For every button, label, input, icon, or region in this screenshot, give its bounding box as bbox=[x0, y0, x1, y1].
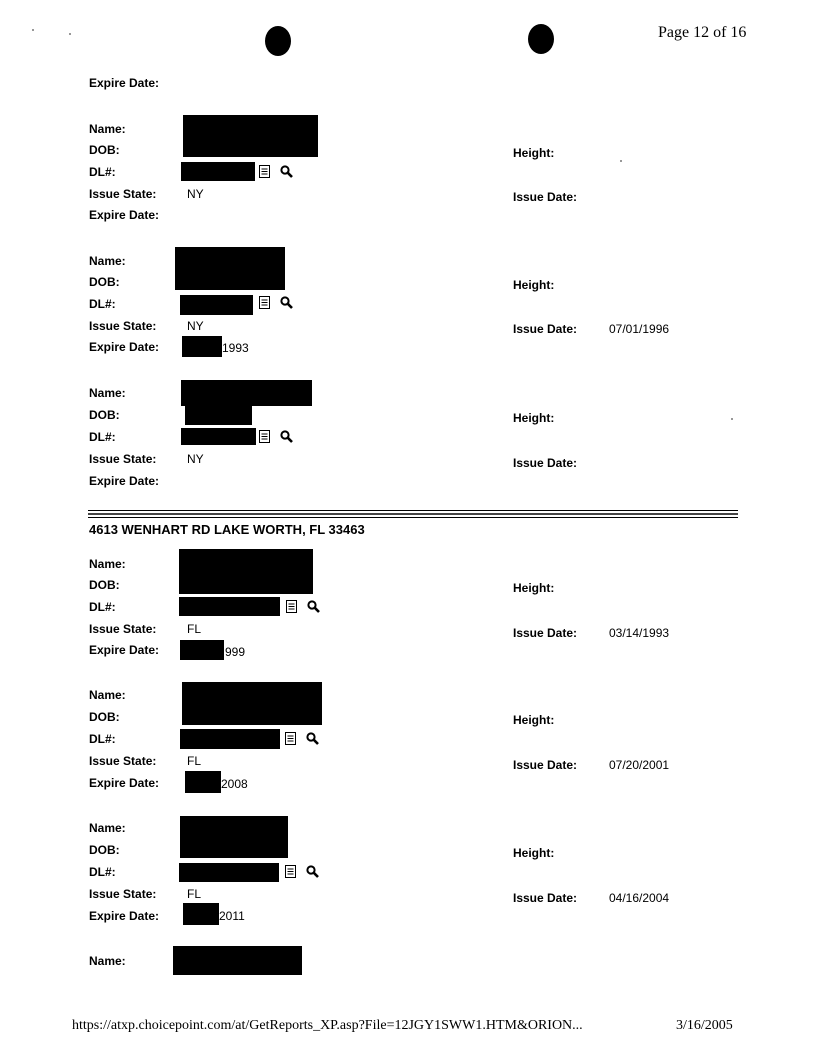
issue-date-value: 04/16/2004 bbox=[609, 891, 670, 905]
section-divider bbox=[88, 510, 738, 511]
issue-state-value: NY bbox=[187, 319, 204, 333]
issue-date-value: 07/20/2001 bbox=[609, 758, 670, 772]
expire-date-value: 2008 bbox=[221, 777, 248, 791]
name-label: Name: bbox=[89, 254, 126, 268]
height-label: Height: bbox=[513, 146, 555, 160]
dob-label: DOB: bbox=[89, 143, 120, 157]
issue-date-label: Issue Date: bbox=[513, 626, 578, 640]
expire-date-label: Expire Date: bbox=[89, 474, 160, 488]
redacted-dl-number bbox=[180, 295, 253, 315]
redacted-name-dob bbox=[182, 682, 322, 725]
redacted-dl-number bbox=[180, 729, 280, 749]
redacted-name-dob bbox=[180, 816, 288, 858]
magnifier-icon[interactable] bbox=[306, 865, 319, 878]
name-label: Name: bbox=[89, 557, 126, 571]
scan-speck bbox=[731, 418, 733, 420]
redacted-name-dob bbox=[175, 247, 285, 290]
dob-label: DOB: bbox=[89, 408, 120, 422]
report-icon[interactable] bbox=[258, 430, 271, 443]
dl-label: DL#: bbox=[89, 165, 116, 179]
redacted-name bbox=[173, 946, 302, 975]
magnifier-icon[interactable] bbox=[280, 296, 293, 309]
dob-label: DOB: bbox=[89, 710, 120, 724]
height-label: Height: bbox=[513, 713, 555, 727]
name-label: Name: bbox=[89, 688, 126, 702]
redacted-dl-number bbox=[179, 863, 279, 882]
redacted-expire-date bbox=[185, 771, 221, 793]
name-label: Name: bbox=[89, 821, 126, 835]
address-heading: 4613 WENHART RD LAKE WORTH, FL 33463 bbox=[89, 522, 365, 537]
height-label: Height: bbox=[513, 846, 555, 860]
scan-speck bbox=[69, 33, 71, 35]
expire-date-label: Expire Date: bbox=[89, 208, 160, 222]
report-icon[interactable] bbox=[285, 600, 298, 613]
issue-state-value: NY bbox=[187, 187, 204, 201]
redacted-dl-number bbox=[181, 428, 256, 445]
issue-date-label: Issue Date: bbox=[513, 456, 578, 470]
redacted-dl-number bbox=[181, 162, 255, 181]
expire-date-label: Expire Date: bbox=[89, 776, 160, 790]
scan-speck bbox=[32, 29, 34, 31]
report-icon[interactable] bbox=[284, 865, 297, 878]
scan-speck bbox=[620, 160, 622, 162]
height-label: Height: bbox=[513, 581, 555, 595]
issue-date-label: Issue Date: bbox=[513, 891, 578, 905]
redacted-dl-number bbox=[179, 597, 280, 616]
dl-label: DL#: bbox=[89, 865, 116, 879]
name-label: Name: bbox=[89, 954, 126, 968]
magnifier-icon[interactable] bbox=[280, 165, 293, 178]
magnifier-icon[interactable] bbox=[306, 732, 319, 745]
expire-date-value: 1993 bbox=[222, 341, 249, 355]
issue-state-label: Issue State: bbox=[89, 887, 157, 901]
issue-date-label: Issue Date: bbox=[513, 758, 578, 772]
expire-date-label: Expire Date: bbox=[89, 909, 160, 923]
expire-date-label: Expire Date: bbox=[89, 340, 160, 354]
issue-state-label: Issue State: bbox=[89, 754, 157, 768]
dl-label: DL#: bbox=[89, 600, 116, 614]
issue-date-value: 07/01/1996 bbox=[609, 322, 670, 336]
redacted-dob bbox=[185, 405, 252, 425]
report-icon[interactable] bbox=[258, 165, 271, 178]
issue-state-value: FL bbox=[187, 622, 202, 636]
redacted-expire-date bbox=[180, 640, 224, 660]
footer-url: https://atxp.choicepoint.com/at/GetReports_XP.asp?File=12JGY1SWW1.HTM&ORION... bbox=[72, 1018, 583, 1033]
expire-date-value: 999 bbox=[225, 645, 246, 659]
dob-label: DOB: bbox=[89, 578, 120, 592]
issue-state-value: FL bbox=[187, 754, 202, 768]
section-divider bbox=[88, 517, 738, 518]
report-icon[interactable] bbox=[258, 296, 271, 309]
name-label: Name: bbox=[89, 122, 126, 136]
footer-date: 3/16/2005 bbox=[676, 1018, 733, 1033]
issue-state-label: Issue State: bbox=[89, 452, 157, 466]
expire-date-label: Expire Date: bbox=[89, 643, 160, 657]
issue-date-label: Issue Date: bbox=[513, 322, 578, 336]
dob-label: DOB: bbox=[89, 275, 120, 289]
redacted-name-dob bbox=[179, 549, 313, 594]
expire-date-label: Expire Date: bbox=[89, 76, 160, 90]
height-label: Height: bbox=[513, 411, 555, 425]
report-icon[interactable] bbox=[284, 732, 297, 745]
redacted-name bbox=[181, 380, 312, 406]
name-label: Name: bbox=[89, 386, 126, 400]
section-divider bbox=[88, 513, 738, 515]
dl-label: DL#: bbox=[89, 430, 116, 444]
dl-label: DL#: bbox=[89, 732, 116, 746]
binder-hole-right bbox=[528, 24, 554, 54]
issue-state-label: Issue State: bbox=[89, 187, 157, 201]
page-number: Page 12 of 16 bbox=[658, 24, 747, 41]
dl-label: DL#: bbox=[89, 297, 116, 311]
issue-state-label: Issue State: bbox=[89, 622, 157, 636]
issue-date-value: 03/14/1993 bbox=[609, 626, 670, 640]
issue-state-label: Issue State: bbox=[89, 319, 157, 333]
issue-state-value: NY bbox=[187, 452, 204, 466]
redacted-expire-date bbox=[182, 336, 222, 357]
issue-state-value: FL bbox=[187, 887, 202, 901]
redacted-expire-date bbox=[183, 903, 219, 925]
redacted-name-dob bbox=[183, 115, 318, 157]
magnifier-icon[interactable] bbox=[280, 430, 293, 443]
expire-date-value: 2011 bbox=[219, 909, 245, 923]
issue-date-label: Issue Date: bbox=[513, 190, 578, 204]
magnifier-icon[interactable] bbox=[307, 600, 320, 613]
binder-hole-left bbox=[265, 26, 291, 56]
height-label: Height: bbox=[513, 278, 555, 292]
dob-label: DOB: bbox=[89, 843, 120, 857]
